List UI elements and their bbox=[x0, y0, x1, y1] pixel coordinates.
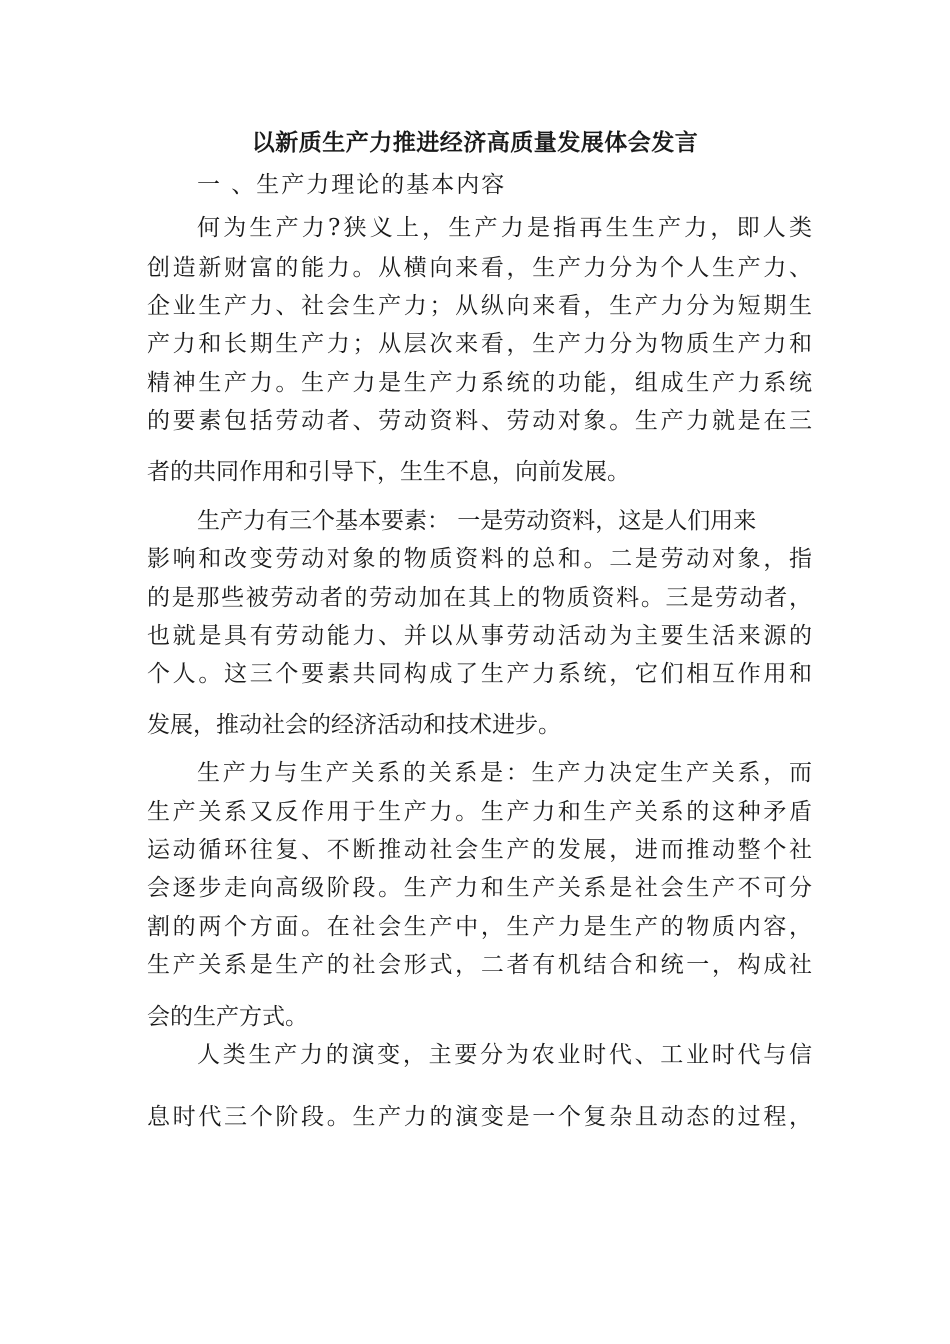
paragraph-line: 个人。这三个要素共同构成了生产力系统，它们相互作用和 bbox=[147, 661, 812, 687]
paragraph-line: 何为生产力?狭义上，生产力是指再生生产力，即人类 bbox=[197, 215, 812, 241]
paragraph-line: 者的共同作用和引导下，生生不息，向前发展。 bbox=[147, 459, 630, 485]
paragraph-line: 生产关系是生产的社会形式，二者有机结合和统一，构成社 bbox=[147, 952, 812, 978]
paragraph-line: 企业生产力、社会生产力；从纵向来看，生产力分为短期生 bbox=[147, 293, 812, 319]
paragraph-line: 创造新财富的能力。从横向来看，生产力分为个人生产力、 bbox=[147, 255, 812, 281]
paragraph-line: 会的生产方式。 bbox=[147, 1004, 308, 1030]
paragraph-line: 生产关系又反作用于生产力。生产力和生产关系的这种矛盾 bbox=[147, 799, 812, 825]
paragraph-line: 会逐步走向高级阶段。生产力和生产关系是社会生产不可分 bbox=[147, 875, 812, 901]
paragraph-line: 生产力有三个基本要素： 一是劳动资料，这是人们用来 bbox=[197, 508, 757, 534]
paragraph-line: 割的两个方面。在社会生产中，生产力是生产的物质内容， bbox=[147, 914, 812, 940]
paragraph-line: 精神生产力。生产力是生产力系统的功能，组成生产力系统 bbox=[147, 370, 812, 396]
paragraph-line: 产力和长期生产力；从层次来看，生产力分为物质生产力和 bbox=[147, 331, 812, 357]
paragraph-line: 生产力与生产关系的关系是：生产力决定生产关系，而 bbox=[197, 760, 812, 786]
paragraph-line: 的要素包括劳动者、劳动资料、劳动对象。生产力就是在三 bbox=[147, 408, 812, 434]
section-heading: 一 、生产力理论的基本内容 bbox=[197, 172, 507, 198]
paragraph-line: 人类生产力的演变，主要分为农业时代、工业时代与信 bbox=[197, 1042, 812, 1068]
paragraph-line: 的是那些被劳动者的劳动加在其上的物质资料。三是劳动者， bbox=[147, 585, 812, 611]
document-title: 以新质生产力推进经济高质量发展体会发言 bbox=[251, 129, 699, 156]
paragraph-line: 也就是具有劳动能力、并以从事劳动活动为主要生活来源的 bbox=[147, 623, 812, 649]
paragraph-line: 发展，推动社会的经济活动和技术进步。 bbox=[147, 712, 561, 738]
paragraph-line: 运动循环往复、不断推动社会生产的发展，进而推动整个社 bbox=[147, 837, 812, 863]
paragraph-line: 影响和改变劳动对象的物质资料的总和。二是劳动对象，指 bbox=[147, 546, 812, 572]
paragraph-line: 息时代三个阶段。生产力的演变是一个复杂且动态的过程， bbox=[147, 1104, 812, 1130]
